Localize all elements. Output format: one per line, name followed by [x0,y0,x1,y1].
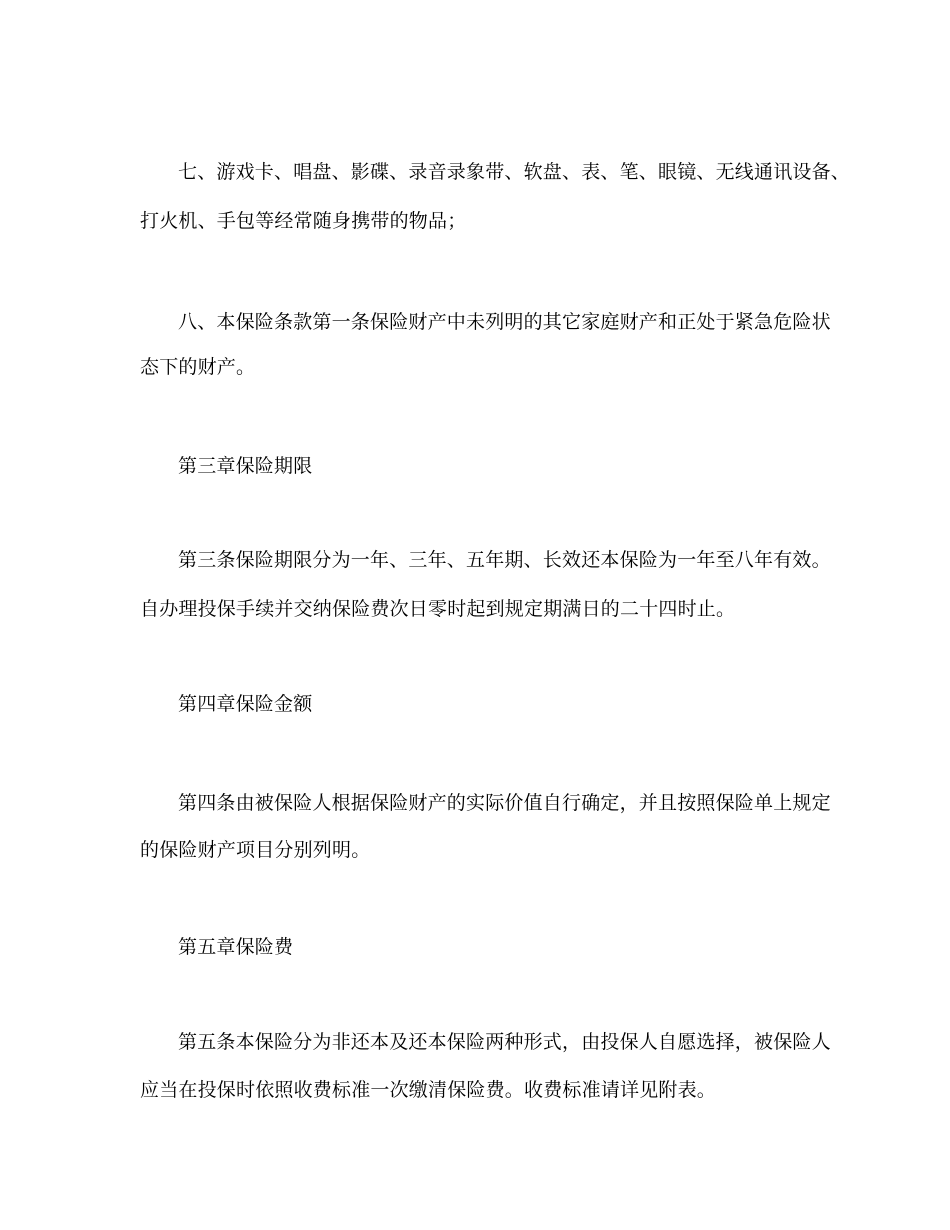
article-5-line-1: 第五条本保险分为非还本及还本保险两种形式，由投保人自愿选择，被保险人 [178,1031,831,1053]
article-3-line-2: 自办理投保手续并交纳保险费次日零时起到规定期满日的二十四时止。 [140,598,736,620]
article-4-line-1: 第四条由被保险人根据保险财产的实际价值自行确定，并且按照保险单上规定 [178,792,831,814]
article-3-line-1: 第三条保险期限分为一年、三年、五年期、长效还本保险为一年至八年有效。 [178,549,831,571]
item-7-line-1: 七、游戏卡、唱盘、影碟、录音录象带、软盘、表、笔、眼镜、无线通讯设备、 [178,161,851,183]
item-8-line-2: 态下的财产。 [140,356,256,378]
article-5-line-2: 应当在投保时依照收费标准一次缴清保险费。收费标准请详见附表。 [140,1079,717,1101]
chapter-3-heading: 第三章保险期限 [178,455,313,477]
chapter-4-heading: 第四章保险金额 [178,693,313,715]
article-4-line-2: 的保险财产项目分别列明。 [140,839,371,861]
chapter-5-heading: 第五章保险费 [178,936,294,958]
item-7-line-2: 打火机、手包等经常随身携带的物品； [140,210,467,232]
item-8-line-1: 八、本保险条款第一条保险财产中未列明的其它家庭财产和正处于紧急危险状 [178,311,831,333]
